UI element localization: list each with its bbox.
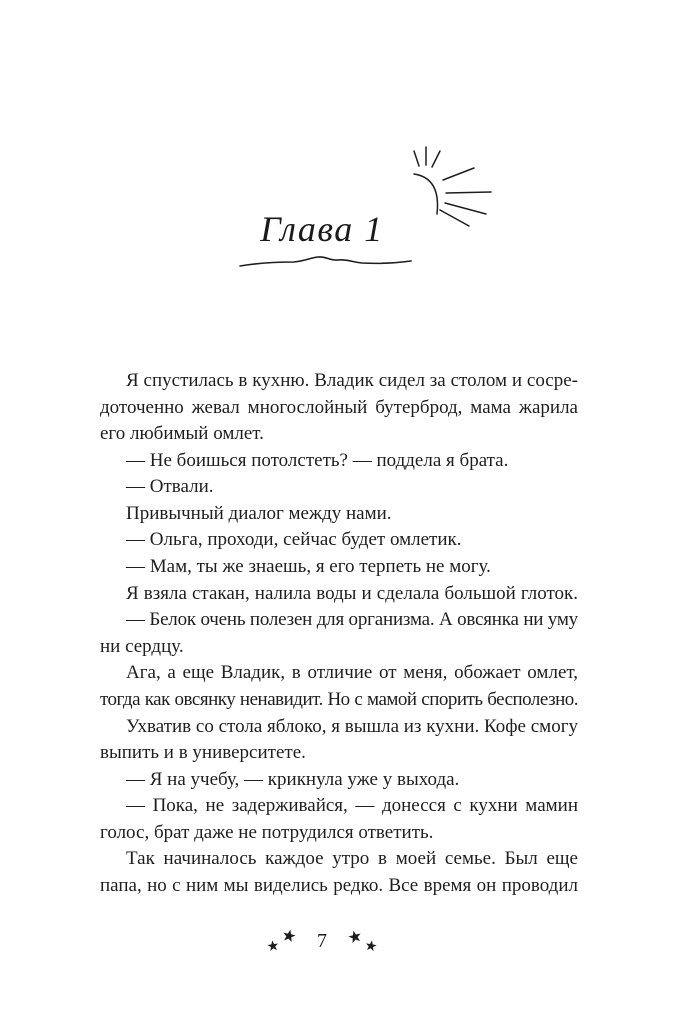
text-line: — Пока, не задерживайся, — донесся с кухни мамин (126, 795, 578, 817)
text-line: — Отвали. (126, 476, 214, 498)
text-line: Ага, а еще Владик, в отличие от меня, обожает омлет, (126, 662, 578, 684)
text-line: ни сердцу. (100, 635, 184, 657)
text-line: голос, брат даже не потрудился ответить. (100, 821, 434, 843)
text-line: Привычный диалог между нами. (126, 502, 392, 524)
text-line: выпить и в университете. (100, 742, 306, 764)
chapter-title: Глава 1 (260, 209, 384, 249)
text-line: Я взяла стакан, налила воды и сделала большой глоток. (126, 582, 578, 604)
text-line: — Не боишься потолстеть? — поддела я брата. (126, 449, 509, 471)
text-line: — Белок очень полезен для организма. А овсянка ни уму (126, 609, 578, 631)
star-icon (282, 928, 297, 942)
text-line: Так начиналось каждое утро в моей семье. Был еще (126, 848, 578, 870)
text-line: его любимый омлет. (100, 423, 264, 445)
text-line: Ухватив со стола яблоко, я вышла из кухни. Кофе смогу (126, 715, 578, 737)
text-line: — Я на учебу, — крикнула уже у выхода. (126, 768, 460, 790)
text-line: Я спустилась в кухню. Владик сидел за столом и сосре- (126, 370, 578, 391)
star-icon (347, 929, 362, 944)
text-line: доточенно жевал многослойный бутерброд, мама жарила (100, 396, 578, 418)
text-line: — Ольга, проходи, сейчас будет омлетик. (126, 529, 462, 551)
page-number: 7 (317, 930, 327, 952)
text-line: папа, но с ним мы виделись редко. Все время он проводил (100, 874, 578, 896)
text-line: тогда как овсянку ненавидит. Но с мамой спорить бесполезно. (100, 688, 578, 710)
text-line: — Мам, ты же знаешь, я его терпеть не могу. (126, 556, 491, 578)
star-icon (267, 940, 279, 952)
star-icon (365, 939, 377, 951)
